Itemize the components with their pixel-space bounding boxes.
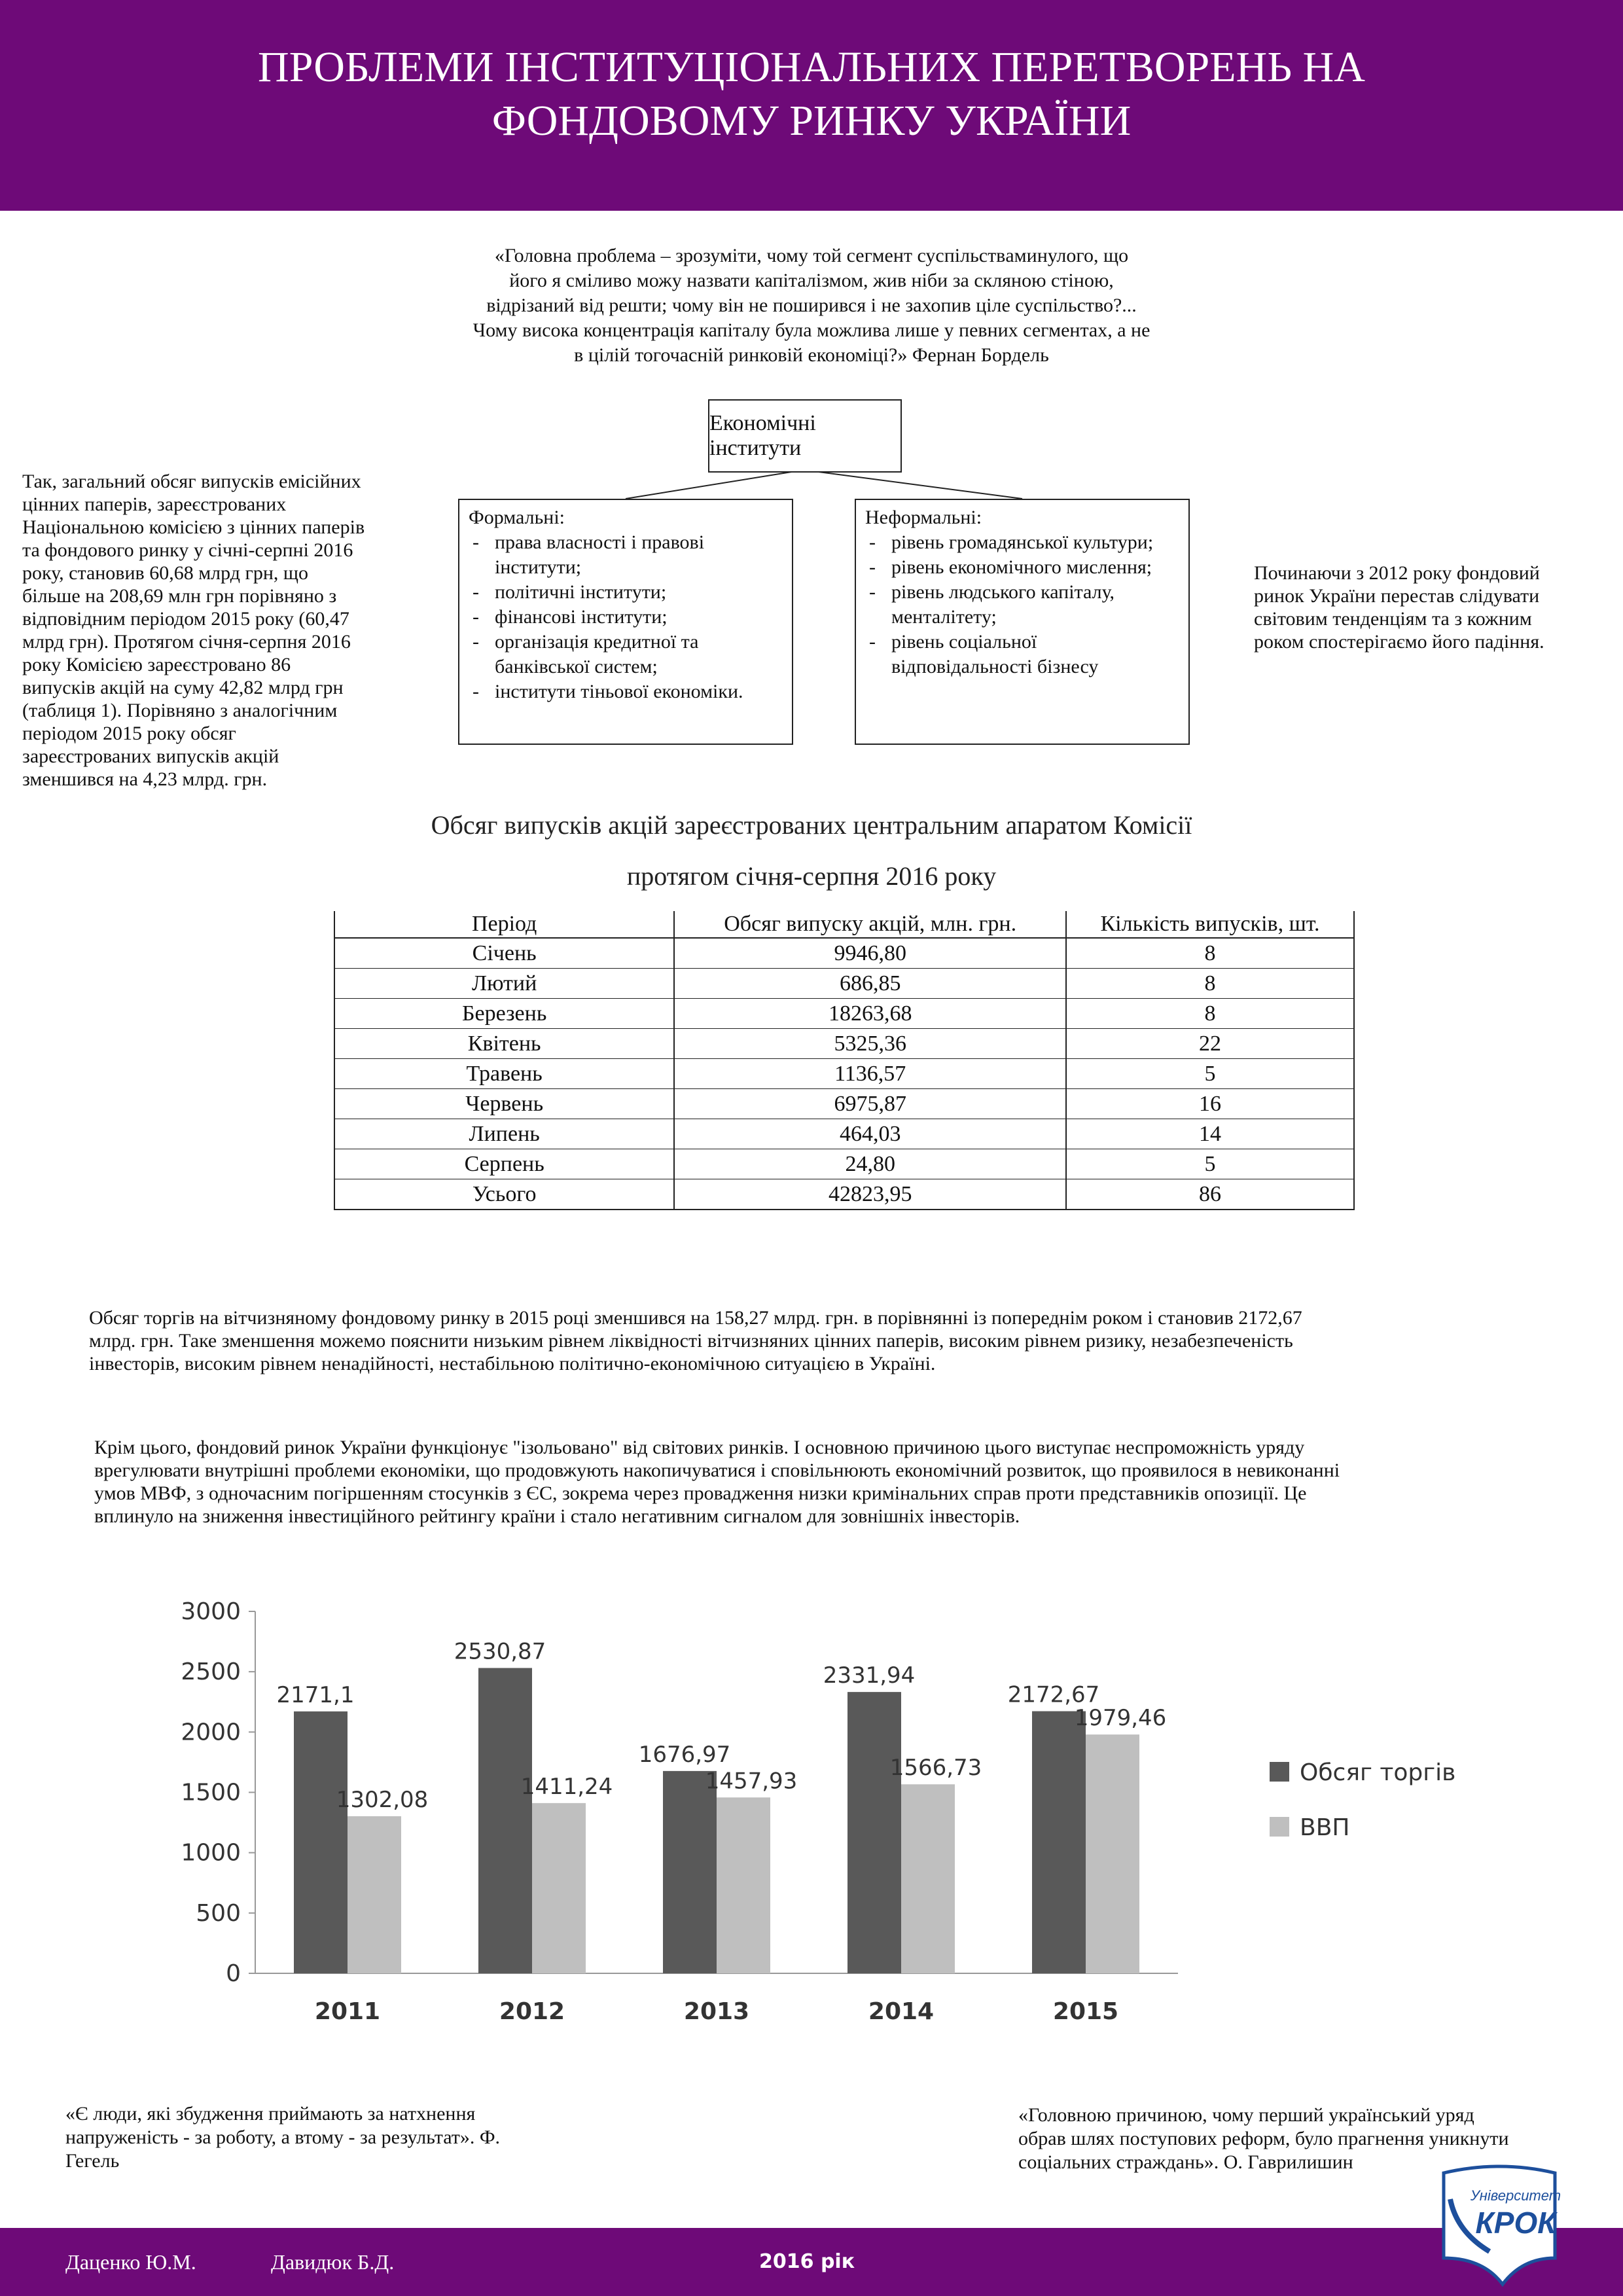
x-tick-label: 2014 (868, 1998, 935, 2025)
table-cell: 22 (1066, 1029, 1354, 1059)
table-cell: 5 (1066, 1149, 1354, 1179)
quote-hegel (65, 2102, 602, 2173)
table-cell: 8 (1066, 999, 1354, 1029)
bar-trading-volume (847, 1692, 901, 1973)
y-tick-label: 500 (196, 1899, 241, 1927)
text-line: млрд грн). Протягом січня-серпня 2016 (22, 631, 351, 653)
diagram-root-box (708, 399, 902, 473)
table-cell: Липень (334, 1119, 674, 1149)
text-line: випусків акцій на суму 42,82 млрд грн (22, 677, 344, 698)
quote-line: його я сміливо можу назвати капіталізмом, жив ніби за скляною стіною, (509, 270, 1114, 291)
right-paragraph (1254, 562, 1607, 653)
data-label: 2331,94 (823, 1662, 916, 1689)
logo-text-top: Університет (1470, 2187, 1561, 2204)
table-cell: Усього (334, 1179, 674, 1210)
list-item: - рівень людського капіталу, менталітету; (891, 580, 1179, 630)
title-line: ПРОБЛЕМИ ІНСТИТУЦІОНАЛЬНИХ ПЕРЕТВОРЕНЬ НА (258, 43, 1365, 91)
x-tick-label: 2011 (314, 1998, 381, 2025)
legend-label: Обсяг торгів (1300, 1759, 1456, 1786)
bar-gdp (717, 1797, 770, 1973)
table-row (334, 1179, 1354, 1210)
krok-university-logo (1431, 2160, 1568, 2291)
bar-gdp (901, 1784, 955, 1973)
footer-year: 2016 рік (759, 2250, 855, 2273)
quote-line: напруженість - за роботу, а втому - за результат». Ф. (65, 2126, 501, 2148)
connector-line (804, 470, 1022, 499)
text-line: умов МВФ, з одночасним погіршенням стосунків з ЄС, зокрема через провадження низки кримінальних справ проти представників опозиції. Це (94, 1482, 1307, 1504)
connector-line (626, 470, 804, 499)
bar-gdp (1086, 1734, 1139, 1973)
text-line: світовим тенденціям та з кожним (1254, 608, 1532, 630)
y-tick-label: 2500 (181, 1659, 241, 1686)
table-row (334, 969, 1354, 999)
table-cell: 686,85 (674, 969, 1066, 999)
list-item: - фінансові інститути; (495, 605, 783, 630)
table-cell: 5 (1066, 1059, 1354, 1089)
y-tick-label: 1000 (181, 1839, 241, 1867)
table-cell: 24,80 (674, 1149, 1066, 1179)
author-name: Даценко Ю.М. (65, 2250, 196, 2274)
quote-line: «Головна проблема – зрозуміти, чому той сегмент суспільствaминулого, що (494, 245, 1129, 266)
text-line: Обсяг торгів на вітчизняному фондовому ринку в 2015 році зменшився на 158,27 млрд. грн. в порівнянні із попереднім роком і становив 2172,67 (89, 1307, 1302, 1329)
x-tick-label: 2013 (683, 1998, 750, 2025)
column-header: Період (334, 911, 674, 938)
data-label: 1566,73 (889, 1755, 982, 1782)
y-tick-label: 2000 (181, 1719, 241, 1746)
diagram-root-label: Економічні інститути (709, 411, 816, 460)
text-line: зменшився на 4,23 млрд. грн. (22, 768, 268, 790)
data-label: 1979,46 (1074, 1705, 1167, 1732)
text-line: більше на 208,69 млн грн порівняно з (22, 585, 337, 607)
table-cell: Лютий (334, 969, 674, 999)
y-tick-label: 3000 (181, 1598, 241, 1625)
table-row (334, 999, 1354, 1029)
table-cell: 5325,36 (674, 1029, 1066, 1059)
table-cell: 1136,57 (674, 1059, 1066, 1089)
text-line: Починаючи з 2012 року фондовий (1254, 562, 1540, 584)
legend-swatch (1270, 1817, 1289, 1837)
trading-volume-paragraph (89, 1306, 1548, 1375)
table-cell: 464,03 (674, 1119, 1066, 1149)
text-line: роком спостерігаємо його падіння. (1254, 631, 1544, 653)
text-line: цінних паперів, зареєстрованих (22, 493, 287, 515)
text-line: вплинуло на зниження інвестиційного рейтингу країни і стало негативним сигналом для зовнішніх інвесторів. (94, 1505, 1020, 1527)
list-item: - рівень соціальної відповідальності бізнесу (891, 630, 1179, 679)
author-name: Давидюк Б.Д. (271, 2250, 395, 2274)
table-cell: 14 (1066, 1119, 1354, 1149)
list-item: - організація кредитної та банківської систем; (495, 630, 783, 679)
table-row (334, 1029, 1354, 1059)
quote-line: обрав шлях поступових реформ, було прагнення уникнути (1018, 2128, 1509, 2149)
data-label: 2530,87 (454, 1638, 546, 1665)
table-cell: 86 (1066, 1179, 1354, 1210)
table-row (334, 1119, 1354, 1149)
data-label: 1302,08 (336, 1786, 429, 1813)
y-tick-label: 0 (226, 1960, 241, 1987)
bar-gdp (532, 1803, 586, 1973)
table-title (340, 800, 1283, 902)
formal-institutions-box (458, 499, 793, 745)
table-title-line: протягом січня-серпня 2016 року (626, 861, 997, 891)
text-line: врегулювати внутрішні проблеми економіки, що продовжують накопичуватися і сповільнюють економічний розвиток, що проявилося в невиконанні (94, 1460, 1340, 1481)
table-title-line: Обсяг випусків акцій зареєстрованих центральним апаратом Комісії (431, 810, 1192, 840)
table-row (334, 1089, 1354, 1119)
trading-vs-gdp-chart (144, 1584, 1505, 2042)
quote-line: в цілій тогочасній ринковій економіці?» Фернан Бордель (574, 344, 1049, 366)
table-header-row (334, 911, 1354, 938)
share-issues-table (334, 911, 1355, 1210)
table-row (334, 1059, 1354, 1089)
data-label: 2172,67 (1007, 1681, 1100, 1708)
informal-heading: Неформальні: (865, 507, 982, 528)
bar-trading-volume (1032, 1712, 1086, 1973)
quote-line: відрізаний від решти; чому він не поширився і не захопив ціле суспільство?... (486, 295, 1137, 316)
list-item: - права власності і правові інститути; (495, 530, 783, 580)
table-cell: 8 (1066, 969, 1354, 999)
table-cell: Січень (334, 938, 674, 969)
text-line: року, становив 60,68 млрд грн, що (22, 562, 308, 584)
text-line: Національною комісією з цінних паперів (22, 516, 365, 538)
text-line: Так, загальний обсяг випусків емісійних (22, 471, 361, 492)
table-cell: Березень (334, 999, 674, 1029)
list-item: - політичні інститути; (495, 580, 783, 605)
quote-line: Гегель (65, 2150, 120, 2172)
table-cell: 8 (1066, 938, 1354, 969)
formal-list (469, 530, 783, 704)
table-cell: 6975,87 (674, 1089, 1066, 1119)
quote-line: «Головною причиною, чому перший український уряд (1018, 2104, 1474, 2126)
list-item: - рівень економічного мислення; (891, 555, 1179, 580)
text-line: зареєстрованих випусків акцій (22, 745, 279, 767)
informal-institutions-box (855, 499, 1190, 745)
legend-swatch (1270, 1762, 1289, 1782)
table-cell: Травень (334, 1059, 674, 1089)
table-cell: Квітень (334, 1029, 674, 1059)
list-item: - інститути тіньової економіки. (495, 679, 783, 704)
text-line: періодом 2015 року обсяг (22, 723, 236, 744)
text-line: млрд. грн. Таке зменшення можемо пояснити низьким рівнем ліквідності вітчизняних цінних паперів, високим рівнем ризику, незабезпеченість (89, 1330, 1293, 1352)
list-item: - рівень громадянської культури; (891, 530, 1179, 555)
text-line: року Комісією зареєстровано 86 (22, 654, 291, 675)
text-line: (таблиця 1). Порівняно з аналогічним (22, 700, 338, 721)
bar-trading-volume (294, 1712, 348, 1973)
x-tick-label: 2015 (1052, 1998, 1119, 2025)
text-line: Крім цього, фондовий ринок України функціонує "ізольовано" від світових ринків. І основною причиною цього виступає неспроможність уряду (94, 1437, 1305, 1458)
data-label: 2171,1 (276, 1681, 355, 1708)
table-cell: Червень (334, 1089, 674, 1119)
title-line: ФОНДОВОМУ РИНКУ УКРАЇНИ (491, 97, 1132, 145)
table-cell: Серпень (334, 1149, 674, 1179)
informal-list (865, 530, 1179, 679)
data-label: 1676,97 (638, 1741, 731, 1768)
text-line: відповідним періодом 2015 року (60,47 (22, 608, 349, 630)
text-line: ринок України перестав слідувати (1254, 585, 1540, 607)
table-cell: 42823,95 (674, 1179, 1066, 1210)
bar-trading-volume (478, 1668, 532, 1973)
text-line: та фондового ринку у січні-серпні 2016 (22, 539, 353, 561)
column-header: Обсяг випуску акцій, млн. грн. (674, 911, 1066, 938)
data-label: 1411,24 (520, 1773, 613, 1800)
table-cell: 18263,68 (674, 999, 1066, 1029)
bar-gdp (348, 1816, 401, 1973)
table-body (334, 938, 1354, 1210)
legend-label: ВВП (1300, 1814, 1350, 1841)
logo-text-main: КРОК (1475, 2206, 1556, 2240)
table-cell: 16 (1066, 1089, 1354, 1119)
table-cell: 9946,80 (674, 938, 1066, 969)
y-tick-label: 1500 (181, 1779, 241, 1806)
table-row (334, 1149, 1354, 1179)
column-header: Кількість випусків, шт. (1066, 911, 1354, 938)
x-tick-label: 2012 (499, 1998, 565, 2025)
table-row (334, 938, 1354, 969)
data-label: 1457,93 (705, 1768, 798, 1795)
bar-trading-volume (663, 1771, 717, 1973)
quote-line: соціальних страждань». О. Гаврилишин (1018, 2151, 1353, 2173)
formal-heading: Формальні: (469, 507, 565, 528)
text-line: інвесторів, високим рівнем ненадійності, нестабільною політично-економічною ситуацією в Україні. (89, 1353, 936, 1374)
quote-line: Чому висока концентрація капіталу була можлива лише у певних сегментах, а не (473, 319, 1150, 341)
quote-line: «Є люди, які збудження приймають за натхнення (65, 2103, 476, 2125)
isolation-paragraph (94, 1436, 1554, 1528)
